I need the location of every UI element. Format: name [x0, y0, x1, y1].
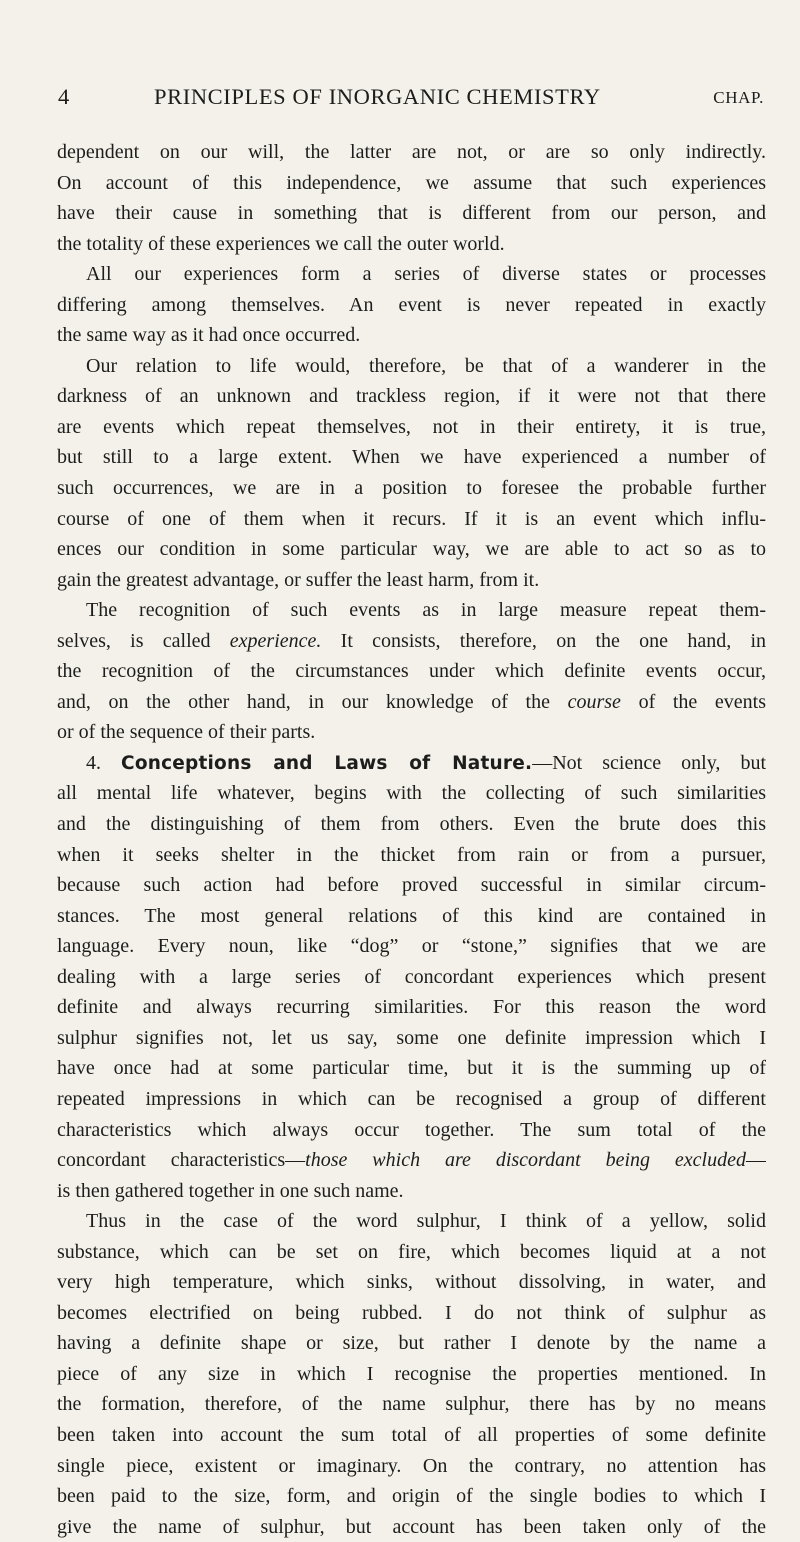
- text-line: All our experiences form a series of diverse states or processes: [86, 263, 766, 286]
- text-line: [57, 626, 766, 657]
- text-line: Our relation to life would, therefore, be that of a wanderer in the: [86, 354, 766, 377]
- text-line: On account of this independence, we assume that such experiences: [57, 171, 766, 194]
- text-line: The recognition of such events as in large measure repeat them-: [86, 599, 766, 622]
- text-line: when it seeks shelter in the thicket from rain or from a pursuer,: [57, 843, 766, 866]
- section-heading: Conceptions and Laws of Nature.: [121, 752, 533, 774]
- text-line: have once had at some particular time, but it is the summing up of: [57, 1057, 766, 1080]
- text-line: ences our condition in some particular way, we are able to act so as to: [57, 538, 766, 561]
- text-run: of the events: [638, 690, 766, 713]
- text-line: dependent on our will, the latter are not, or are so only indirectly.: [57, 141, 766, 163]
- text-line: or of the sequence of their parts.: [57, 721, 316, 744]
- text-line: stances. The most general relations of this kind are contained in: [57, 904, 766, 927]
- text-line: [57, 1145, 766, 1176]
- text-run: —Not science only, but: [532, 751, 766, 774]
- text-line: substance, which can be set on fire, which becomes liquid at a not: [57, 1240, 766, 1263]
- emphasis-term: experience.: [229, 629, 322, 652]
- text-line: the recognition of the circumstances under which definite events occur,: [57, 660, 766, 683]
- section-number: 4.: [86, 751, 101, 774]
- text-run: selves, is called: [57, 629, 211, 652]
- running-header: [58, 84, 764, 114]
- text-run: and, on the other hand, in our knowledge of the: [57, 690, 550, 713]
- emphasis-phrase: those which are discordant being excluded: [305, 1149, 746, 1172]
- text-line: having a definite shape or size, but rather I denote by the name a: [57, 1332, 766, 1355]
- text-line: the same way as it had once occurred.: [57, 324, 361, 347]
- text-line: piece of any size in which I recognise the properties mentioned. In: [57, 1362, 766, 1385]
- text-line: becomes electrified on being rubbed. I do not think of sulphur as: [57, 1301, 766, 1324]
- text-line: [57, 687, 766, 718]
- text-line: because such action had before proved successful in similar circum-: [57, 874, 766, 897]
- text-line: and the distinguishing of them from others. Even the brute does this: [57, 813, 766, 836]
- page-number: 4: [58, 84, 70, 109]
- text-line: darkness of an unknown and trackless region, if it were not that there: [57, 385, 766, 408]
- text-line: such occurrences, we are in a position to foresee the probable further: [57, 477, 766, 500]
- text-line: differing among themselves. An event is never repeated in exactly: [57, 293, 766, 316]
- text-line: Thus in the case of the word sulphur, I think of a yellow, solid: [86, 1210, 766, 1233]
- text-line: is then gathered together in one such name.: [57, 1179, 404, 1202]
- text-line: characteristics which always occur together. The sum total of the: [57, 1118, 766, 1141]
- text-line: language. Every noun, like “dog” or “stone,” signifies that we are: [57, 935, 766, 958]
- text-run: It consists, therefore, on the one hand, in: [340, 629, 766, 652]
- text-line: but still to a large extent. When we have experienced a number of: [57, 446, 766, 469]
- body-text: [57, 137, 766, 1542]
- text-line: the totality of these experiences we call the outer world.: [57, 232, 505, 255]
- text-line: sulphur signifies not, let us say, some one definite impression which I: [57, 1026, 766, 1049]
- text-run: concordant characteristics—: [57, 1149, 306, 1172]
- emphasis-term: course: [567, 690, 621, 713]
- section-heading-line: [57, 748, 766, 779]
- text-line: very high temperature, which sinks, without dissolving, in water, and: [57, 1271, 766, 1294]
- text-line: definite and always recurring similarities. For this reason the word: [57, 996, 766, 1019]
- text-line: been paid to the size, form, and origin of the single bodies to which I: [57, 1485, 766, 1508]
- text-line: have their cause in something that is different from our person, and: [57, 202, 766, 225]
- text-line: repeated impressions in which can be recognised a group of different: [57, 1087, 766, 1110]
- text-line: been taken into account the sum total of all properties of some definite: [57, 1423, 766, 1446]
- text-line: course of one of them when it recurs. If it is an event which influ-: [57, 507, 766, 530]
- text-line: are events which repeat themselves, not in their entirety, it is true,: [57, 415, 766, 438]
- running-title: PRINCIPLES OF INORGANIC CHEMISTRY: [154, 84, 601, 109]
- text-line: dealing with a large series of concordant experiences which present: [57, 965, 766, 988]
- text-line: the formation, therefore, of the name sulphur, there has by no means: [57, 1393, 766, 1416]
- text-line: give the name of sulphur, but account has been taken only of the: [57, 1515, 766, 1538]
- text-line: gain the greatest advantage, or suffer the least harm, from it.: [57, 568, 540, 591]
- text-line: all mental life whatever, begins with the collecting of such similarities: [57, 782, 766, 805]
- text-line: single piece, existent or imaginary. On the contrary, no attention has: [57, 1454, 766, 1477]
- chapter-mark: CHAP.: [713, 88, 764, 107]
- text-run: —: [746, 1149, 766, 1172]
